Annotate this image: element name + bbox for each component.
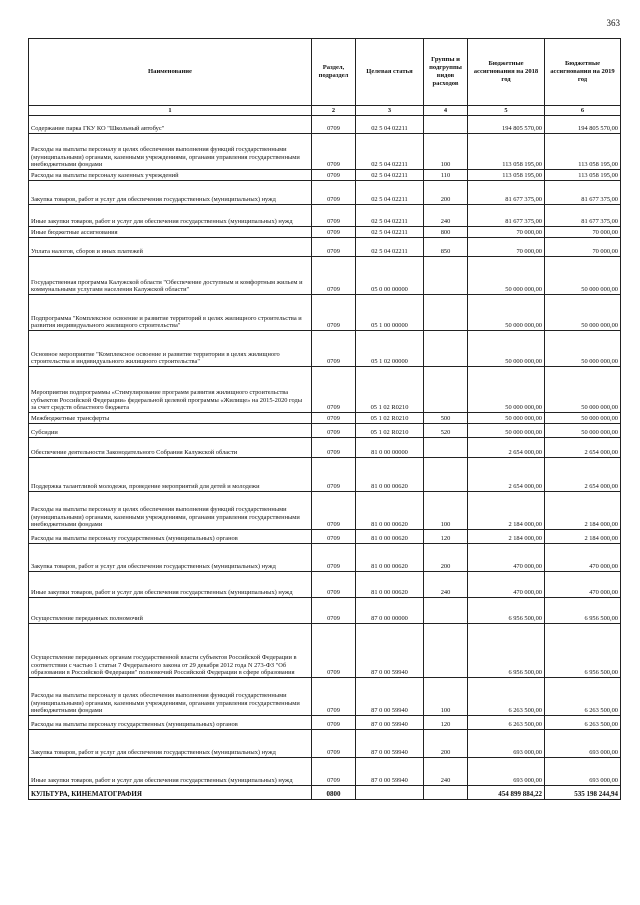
cell-section: 0800	[312, 786, 356, 800]
cell-group: 100	[424, 134, 468, 170]
column-number: 1	[29, 106, 312, 116]
table-row	[29, 181, 621, 205]
cell-budget-2018: 50 000 000,00	[468, 424, 545, 438]
cell-budget-2019: 2 184 000,00	[545, 492, 621, 530]
cell-budget-2019: 50 000 000,00	[545, 367, 621, 413]
cell-group: 520	[424, 424, 468, 438]
cell-name: Расходы на выплаты персоналу в целях обеспечения выполнения функций государственными (муниципальными) органами, казенными учреждениями, органами управления государственными внебюджетными фондами	[29, 492, 312, 530]
cell-budget-2019: 693 000,00	[545, 730, 621, 758]
cell-target: 05 1 00 00000	[356, 295, 424, 331]
cell-target: 87 0 00 59940	[356, 678, 424, 716]
table-row	[29, 227, 621, 238]
table-row	[29, 424, 621, 438]
cell-group: 850	[424, 238, 468, 257]
cell-section: 0709	[312, 758, 356, 786]
cell-section: 0709	[312, 716, 356, 730]
cell-budget-2018: 470 000,00	[468, 544, 545, 572]
cell-target: 02 5 04 02211	[356, 134, 424, 170]
cell-budget-2019: 81 677 375,00	[545, 181, 621, 205]
cell-target: 87 0 00 59940	[356, 716, 424, 730]
cell-budget-2018: 693 000,00	[468, 758, 545, 786]
cell-group: 120	[424, 716, 468, 730]
cell-name: Иные бюджетные ассигнования	[29, 227, 312, 238]
cell-group: 200	[424, 730, 468, 758]
table-row	[29, 367, 621, 413]
cell-budget-2019: 2 184 000,00	[545, 530, 621, 544]
cell-budget-2019: 693 000,00	[545, 758, 621, 786]
cell-name: Иные закупки товаров, работ и услуг для обеспечения государственных (муниципальных) нужд	[29, 758, 312, 786]
column-number: 6	[545, 106, 621, 116]
cell-name: Осуществление переданных органам государственной власти субъектов Российской Федерации в соответствии с частью 1 статьи 7 Федерального закона от 29 декабря 2012 года N 273-ФЗ "Об образовании в Российской Федерации" полномочий Российской Федерации в сфере образования	[29, 624, 312, 678]
cell-budget-2018: 70 000,00	[468, 227, 545, 238]
cell-budget-2018: 50 000 000,00	[468, 367, 545, 413]
cell-budget-2018: 470 000,00	[468, 572, 545, 598]
cell-target: 87 0 00 59940	[356, 730, 424, 758]
cell-group	[424, 257, 468, 295]
cell-name: Уплата налогов, сборов и иных платежей	[29, 238, 312, 257]
cell-group	[424, 438, 468, 458]
cell-name: Расходы на выплаты персоналу в целях обеспечения выполнения функций государственными (муниципальными) органами, казенными учреждениями, органами управления государственными внебюджетными фондами	[29, 134, 312, 170]
column-number: 4	[424, 106, 468, 116]
cell-budget-2019: 113 058 195,00	[545, 170, 621, 181]
table-row	[29, 238, 621, 257]
cell-section: 0709	[312, 458, 356, 492]
cell-budget-2018: 50 000 000,00	[468, 413, 545, 424]
cell-budget-2019: 50 000 000,00	[545, 257, 621, 295]
cell-group: 200	[424, 181, 468, 205]
cell-section: 0709	[312, 413, 356, 424]
cell-budget-2019: 70 000,00	[545, 238, 621, 257]
cell-target: 81 0 00 00620	[356, 530, 424, 544]
cell-name: Закупка товаров, работ и услуг для обеспечения государственных (муниципальных) нужд	[29, 730, 312, 758]
total-row	[29, 786, 621, 800]
table-row	[29, 678, 621, 716]
cell-budget-2019: 50 000 000,00	[545, 331, 621, 367]
page-number: 363	[606, 18, 620, 28]
cell-budget-2019: 2 654 000,00	[545, 458, 621, 492]
cell-budget-2018: 2 184 000,00	[468, 530, 545, 544]
cell-group: 110	[424, 170, 468, 181]
cell-budget-2018: 50 000 000,00	[468, 331, 545, 367]
cell-group: 120	[424, 530, 468, 544]
cell-group	[424, 786, 468, 800]
cell-target: 05 1 02 00000	[356, 331, 424, 367]
column-number: 5	[468, 106, 545, 116]
cell-group	[424, 367, 468, 413]
cell-group: 240	[424, 205, 468, 227]
cell-budget-2018: 6 263 500,00	[468, 678, 545, 716]
table-body	[29, 116, 621, 800]
cell-target: 02 5 04 02211	[356, 116, 424, 134]
table-row	[29, 413, 621, 424]
cell-section: 0709	[312, 134, 356, 170]
cell-section: 0709	[312, 116, 356, 134]
cell-name: Основное мероприятие "Комплексное освоение и развитие территории в целях жилищного строительства и индивидуального жилищного строительства"	[29, 331, 312, 367]
cell-group	[424, 295, 468, 331]
cell-name: Закупка товаров, работ и услуг для обеспечения государственных (муниципальных) нужд	[29, 544, 312, 572]
header-budget-2018: Бюджетные ассигнования на 2018 год	[468, 39, 545, 106]
cell-group: 200	[424, 544, 468, 572]
table-row	[29, 257, 621, 295]
table-row	[29, 492, 621, 530]
cell-budget-2019: 50 000 000,00	[545, 424, 621, 438]
cell-name: Расходы на выплаты персоналу государственных (муниципальных) органов	[29, 530, 312, 544]
table-header-row	[29, 39, 621, 106]
header-budget-2019: Бюджетные ассигнования на 2019 год	[545, 39, 621, 106]
cell-target: 87 0 00 59940	[356, 758, 424, 786]
cell-section: 0709	[312, 438, 356, 458]
column-number-row	[29, 106, 621, 116]
cell-budget-2018: 2 654 000,00	[468, 458, 545, 492]
cell-group: 240	[424, 572, 468, 598]
table-row	[29, 572, 621, 598]
table-row	[29, 134, 621, 170]
header-section: Раздел, подраздел	[312, 39, 356, 106]
cell-name: Субсидии	[29, 424, 312, 438]
cell-budget-2018: 6 956 500,00	[468, 598, 545, 624]
cell-budget-2019: 113 058 195,00	[545, 134, 621, 170]
cell-name: Иные закупки товаров, работ и услуг для обеспечения государственных (муниципальных) нужд	[29, 205, 312, 227]
table-row	[29, 331, 621, 367]
cell-group: 240	[424, 758, 468, 786]
table-row	[29, 716, 621, 730]
cell-budget-2018: 6 956 500,00	[468, 624, 545, 678]
cell-name: Мероприятия подпрограммы «Стимулирование программ развития жилищного строительства субъектов Российской Федерации» федеральной целевой программы «Жилище» на 2015-2020 годы за счет средств областного бюджета	[29, 367, 312, 413]
table-row	[29, 730, 621, 758]
cell-budget-2019: 70 000,00	[545, 227, 621, 238]
table-row	[29, 530, 621, 544]
cell-section: 0709	[312, 544, 356, 572]
cell-section: 0709	[312, 238, 356, 257]
cell-name: Иные закупки товаров, работ и услуг для обеспечения государственных (муниципальных) нужд	[29, 572, 312, 598]
column-number: 3	[356, 106, 424, 116]
cell-target: 81 0 00 00620	[356, 458, 424, 492]
table-row	[29, 170, 621, 181]
cell-target: 81 0 00 00000	[356, 438, 424, 458]
header-name: Наименование	[29, 39, 312, 106]
cell-target: 87 0 00 00000	[356, 598, 424, 624]
cell-group	[424, 116, 468, 134]
cell-section: 0709	[312, 572, 356, 598]
cell-section: 0709	[312, 598, 356, 624]
cell-budget-2019: 6 956 500,00	[545, 598, 621, 624]
cell-target: 05 0 00 00000	[356, 257, 424, 295]
cell-group	[424, 458, 468, 492]
cell-name: Обеспечение деятельности Законодательного Собрания Калужской области	[29, 438, 312, 458]
cell-target: 05 1 02 R0210	[356, 424, 424, 438]
cell-group: 500	[424, 413, 468, 424]
table-row	[29, 544, 621, 572]
budget-table	[28, 38, 621, 800]
cell-budget-2019: 6 263 500,00	[545, 678, 621, 716]
cell-budget-2018: 693 000,00	[468, 730, 545, 758]
cell-budget-2018: 50 000 000,00	[468, 257, 545, 295]
column-number: 2	[312, 106, 356, 116]
cell-group: 800	[424, 227, 468, 238]
cell-name: КУЛЬТУРА, КИНЕМАТОГРАФИЯ	[29, 786, 312, 800]
cell-budget-2018: 113 058 195,00	[468, 134, 545, 170]
cell-budget-2018: 2 184 000,00	[468, 492, 545, 530]
cell-target: 05 1 02 R0210	[356, 367, 424, 413]
cell-target: 02 5 04 02211	[356, 181, 424, 205]
header-group: Группы и подгруппы видов расходов	[424, 39, 468, 106]
table-row	[29, 624, 621, 678]
cell-section: 0709	[312, 205, 356, 227]
cell-section: 0709	[312, 492, 356, 530]
cell-group	[424, 331, 468, 367]
table-row	[29, 758, 621, 786]
cell-group	[424, 598, 468, 624]
table-row	[29, 458, 621, 492]
cell-target: 81 0 00 00620	[356, 572, 424, 598]
cell-section: 0709	[312, 424, 356, 438]
cell-budget-2018: 81 677 375,00	[468, 181, 545, 205]
cell-group	[424, 624, 468, 678]
header-target: Целевая статья	[356, 39, 424, 106]
cell-target: 02 5 04 02211	[356, 227, 424, 238]
cell-budget-2018: 454 899 884,22	[468, 786, 545, 800]
cell-budget-2018: 6 263 500,00	[468, 716, 545, 730]
cell-budget-2018: 194 805 570,00	[468, 116, 545, 134]
cell-name: Межбюджетные трансферты	[29, 413, 312, 424]
cell-budget-2018: 70 000,00	[468, 238, 545, 257]
cell-target: 81 0 00 00620	[356, 544, 424, 572]
cell-target: 02 5 04 02211	[356, 205, 424, 227]
cell-section: 0709	[312, 295, 356, 331]
cell-name: Государственная программа Калужской области "Обеспечение доступным и комфортным жильем и коммунальными услугами населения Калужской области"	[29, 257, 312, 295]
cell-section: 0709	[312, 331, 356, 367]
cell-budget-2019: 194 805 570,00	[545, 116, 621, 134]
cell-name: Закупка товаров, работ и услуг для обеспечения государственных (муниципальных) нужд	[29, 181, 312, 205]
cell-budget-2019: 2 654 000,00	[545, 438, 621, 458]
table-row	[29, 438, 621, 458]
cell-group: 100	[424, 492, 468, 530]
cell-budget-2018: 81 677 375,00	[468, 205, 545, 227]
cell-name: Расходы на выплаты персоналу казенных учреждений	[29, 170, 312, 181]
cell-section: 0709	[312, 367, 356, 413]
cell-budget-2019: 470 000,00	[545, 572, 621, 598]
cell-target: 02 5 04 02211	[356, 238, 424, 257]
cell-section: 0709	[312, 257, 356, 295]
cell-budget-2019: 6 263 500,00	[545, 716, 621, 730]
cell-name: Поддержка талантливой молодежи, проведение мероприятий для детей и молодежи	[29, 458, 312, 492]
cell-section: 0709	[312, 730, 356, 758]
cell-section: 0709	[312, 227, 356, 238]
cell-name: Содержание парка ГКУ КО "Школьный автобус"	[29, 116, 312, 134]
cell-name: Расходы на выплаты персоналу в целях обеспечения выполнения функций государственными (муниципальными) органами, казенными учреждениями, органами управления государственными внебюджетными фондами	[29, 678, 312, 716]
cell-budget-2019: 6 956 500,00	[545, 624, 621, 678]
cell-target: 87 0 00 59940	[356, 624, 424, 678]
cell-name: Расходы на выплаты персоналу государственных (муниципальных) органов	[29, 716, 312, 730]
cell-budget-2019: 50 000 000,00	[545, 413, 621, 424]
cell-group: 100	[424, 678, 468, 716]
table-row	[29, 116, 621, 134]
cell-budget-2018: 113 058 195,00	[468, 170, 545, 181]
cell-section: 0709	[312, 170, 356, 181]
table-row	[29, 295, 621, 331]
cell-budget-2018: 50 000 000,00	[468, 295, 545, 331]
table-row	[29, 205, 621, 227]
cell-budget-2019: 81 677 375,00	[545, 205, 621, 227]
cell-name: Осуществление переданных полномочий	[29, 598, 312, 624]
cell-budget-2019: 470 000,00	[545, 544, 621, 572]
cell-target: 02 5 04 02211	[356, 170, 424, 181]
cell-section: 0709	[312, 678, 356, 716]
cell-section: 0709	[312, 530, 356, 544]
cell-budget-2019: 535 198 244,94	[545, 786, 621, 800]
cell-section: 0709	[312, 624, 356, 678]
table-row	[29, 598, 621, 624]
cell-target: 81 0 00 00620	[356, 492, 424, 530]
cell-budget-2019: 50 000 000,00	[545, 295, 621, 331]
cell-budget-2018: 2 654 000,00	[468, 438, 545, 458]
cell-section: 0709	[312, 181, 356, 205]
cell-target: 05 1 02 R0210	[356, 413, 424, 424]
cell-name: Подпрограмма "Комплексное освоение и развитие территорий в целях жилищного строительства и развития индивидуального жилищного строительства"	[29, 295, 312, 331]
cell-target	[356, 786, 424, 800]
